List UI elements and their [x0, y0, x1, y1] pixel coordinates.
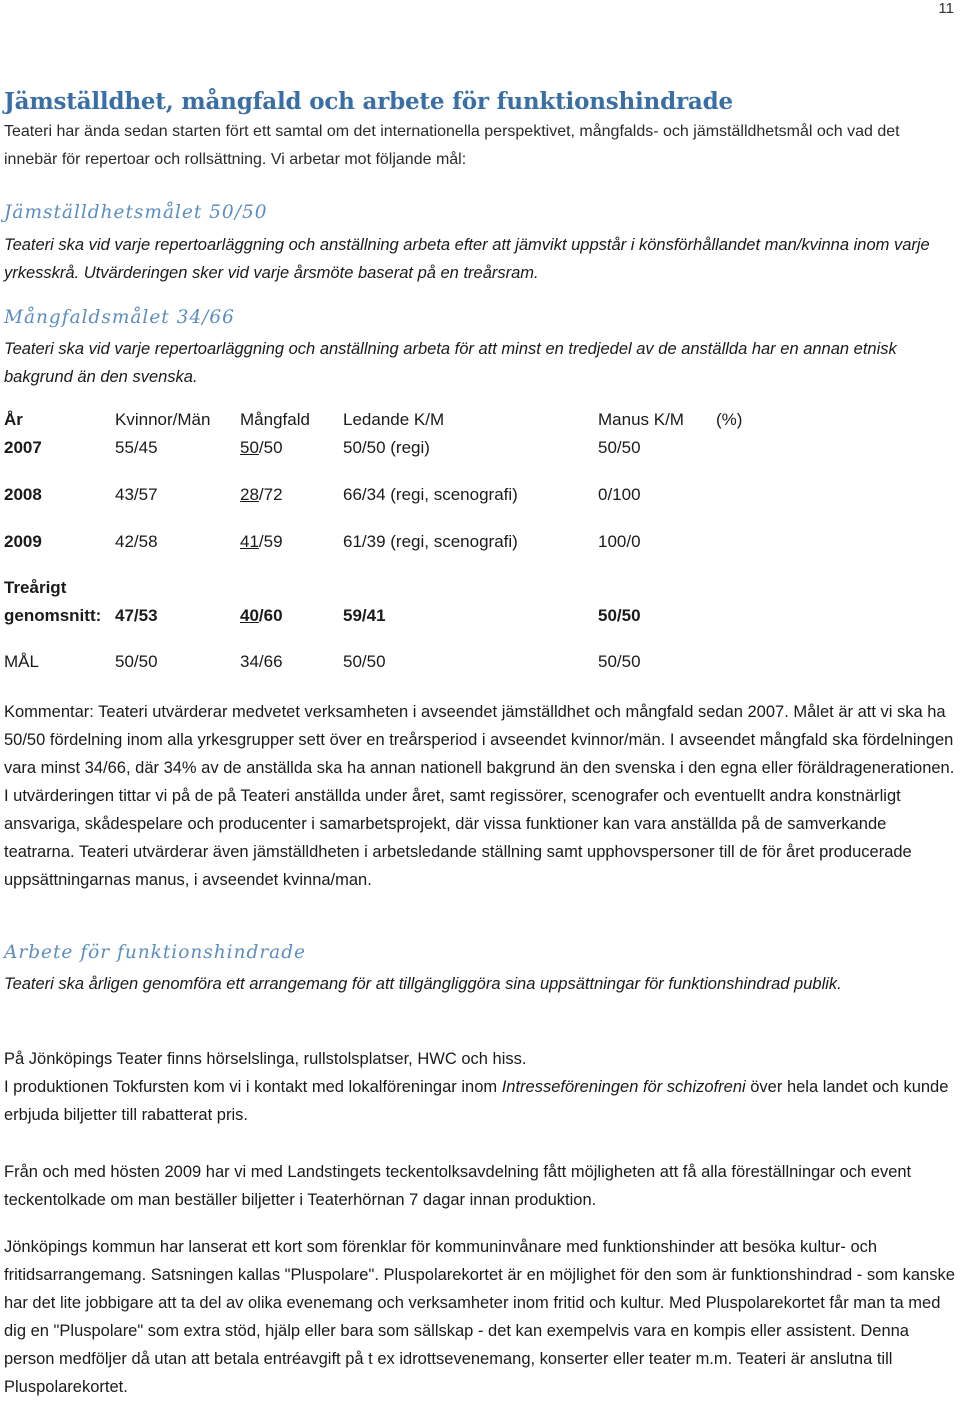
goal2-text: Teateri ska vid varje repertoarläggning och anställning arbeta för att minst en tredjedel av de anställda har en annan etnisk bakgrund än den svenska.	[4, 340, 897, 386]
goal1-text: Teateri ska vid varje repertoarläggning och anställning arbeta efter att jämvikt uppstår i könsförhållandet man/kvinna inom varje yrkesskrå. Utvärderingen sker vid varje årsmöte baserat på en treårsram.	[4, 236, 930, 282]
header-leading: Ledande K/M	[343, 410, 445, 429]
header-diversity: Mångfald	[240, 410, 310, 429]
row-diversity: 50/50	[240, 438, 283, 457]
section-heading: Jämställdhet, mångfald och arbete för funktionshindrade	[4, 88, 733, 115]
header-year: År	[4, 410, 23, 429]
row-diversity: 41/59	[240, 532, 283, 551]
row-script: 50/50	[598, 438, 641, 457]
goal-women-men: 50/50	[115, 652, 158, 671]
table-header-row	[0, 410, 960, 438]
row-script: 100/0	[598, 532, 641, 551]
goal-label: MÅL	[4, 652, 39, 671]
avg-diversity: 40/60	[240, 606, 283, 625]
avg-label-line1: Treårigt	[4, 578, 67, 597]
intro-paragraph: Teateri har ända sedan starten fört ett samtal om det internationella perspektivet, mångfalds- och jämställdhetsmål och vad det innebär för repertoar och rollsättning. Vi arbetar mot följande mål:	[4, 123, 900, 168]
row-leading: 66/34 (regi, scenografi)	[343, 485, 518, 504]
table-row	[0, 485, 960, 513]
row-diversity: 28/72	[240, 485, 283, 504]
avg-label-line2: genomsnitt:	[4, 606, 102, 625]
accessibility-paragraph: På Jönköpings Teater finns hörselslinga, rullstolsplatser, HWC och hiss.	[4, 1050, 527, 1068]
goal-diversity: 34/66	[240, 652, 283, 671]
section3-heading: Arbete för funktionshindrade	[4, 942, 307, 963]
table-avg-label-row	[0, 578, 960, 606]
goal-script: 50/50	[598, 652, 641, 671]
comment-paragraph: Kommentar: Teateri utvärderar medvetet verksamheten i avseendet jämställdhet och mångfald sedan 2007. Målet är att vi ska ha 50/50 fördelning inom alla yrkesgrupper sett över en treårsperiod i avseendet kvinnor/män. I avseendet mångfald ska fördelningen vara minst 34/66, där 34% av de anställda ska ha annan nationell bakgrund än den svenska i den egna eller föräldragenerationen. I utvärderingen tittar vi på de på Teateri anställda under året, samt regissörer, scenografer och eventuellt andra konstnärligt ansvariga, skådespelare och producenter i samarbetsprojekt, där vissa funktioner kan vara anställda på de samverkande teatrarna. Teateri utvärderar även jämställdheten i arbetsledande ställning samt upphovspersoner till de för året producerade uppsättningarnas manus, i avseendet kvinna/man.	[4, 703, 955, 889]
row-year: 2007	[4, 438, 42, 457]
header-percent: (%)	[716, 410, 743, 429]
sign-language-paragraph: Från och med hösten 2009 har vi med Landstingets teckentolksavdelning fått möjligheten att få alla föreställningar och event teckentolkade om man beställer biljetter i Teaterhörnan 7 dagar innan produktion.	[4, 1163, 912, 1209]
pluspolare-paragraph: Jönköpings kommun har lanserat ett kort som förenklar för kommuninvånare med funktionshinder att besöka kultur- och fritidsarrangemang. Satsningen kallas "Pluspolare". Pluspolarekortet är en möjlighet för den som är funktionshindrad - som kanske har det lite jobbigare att ta del av olika evenemang och verksamheter inom fritid och kultur. Med Pluspolarekortet får man ta med dig en "Pluspolare" som extra stöd, hjälp eller bara som sällskap - det kan exempelvis vara en kompis eller assistent. Denna person medföljer då utan att betala entréavgift på t ex idrottsevenemang, konserter eller teater m.m. Teateri är anslutna till Pluspolarekortet.	[4, 1238, 955, 1396]
row-year: 2008	[4, 485, 42, 504]
avg-script: 50/50	[598, 606, 641, 625]
row-women-men: 42/58	[115, 532, 158, 551]
avg-women-men: 47/53	[115, 606, 158, 625]
tokfursten-paragraph: I produktionen Tokfursten kom vi i kontakt med lokalföreningar inom Intresseföreningen för schizofreni över hela landet och kunde erbjuda biljetter till rabatterat pris.	[4, 1078, 949, 1124]
row-year: 2009	[4, 532, 42, 551]
row-women-men: 43/57	[115, 485, 158, 504]
goal1-heading: Jämställdhetsmålet 50/50	[4, 202, 268, 223]
row-women-men: 55/45	[115, 438, 158, 457]
goal2-heading: Mångfaldsmålet 34/66	[4, 307, 235, 328]
table-row	[0, 532, 960, 560]
table-goal-row	[0, 652, 960, 680]
page-number: 11	[938, 0, 954, 17]
row-leading: 50/50 (regi)	[343, 438, 430, 457]
row-leading: 61/39 (regi, scenografi)	[343, 532, 518, 551]
header-script: Manus K/M	[598, 410, 684, 429]
goal-leading: 50/50	[343, 652, 386, 671]
avg-leading: 59/41	[343, 606, 386, 625]
header-women-men: Kvinnor/Män	[115, 410, 211, 429]
section3-goal-text: Teateri ska årligen genomföra ett arrangemang för att tillgängliggöra sina uppsättningar för funktionshindrad publik.	[4, 975, 842, 993]
row-script: 0/100	[598, 485, 641, 504]
table-avg-row	[0, 606, 960, 634]
table-row	[0, 438, 960, 466]
